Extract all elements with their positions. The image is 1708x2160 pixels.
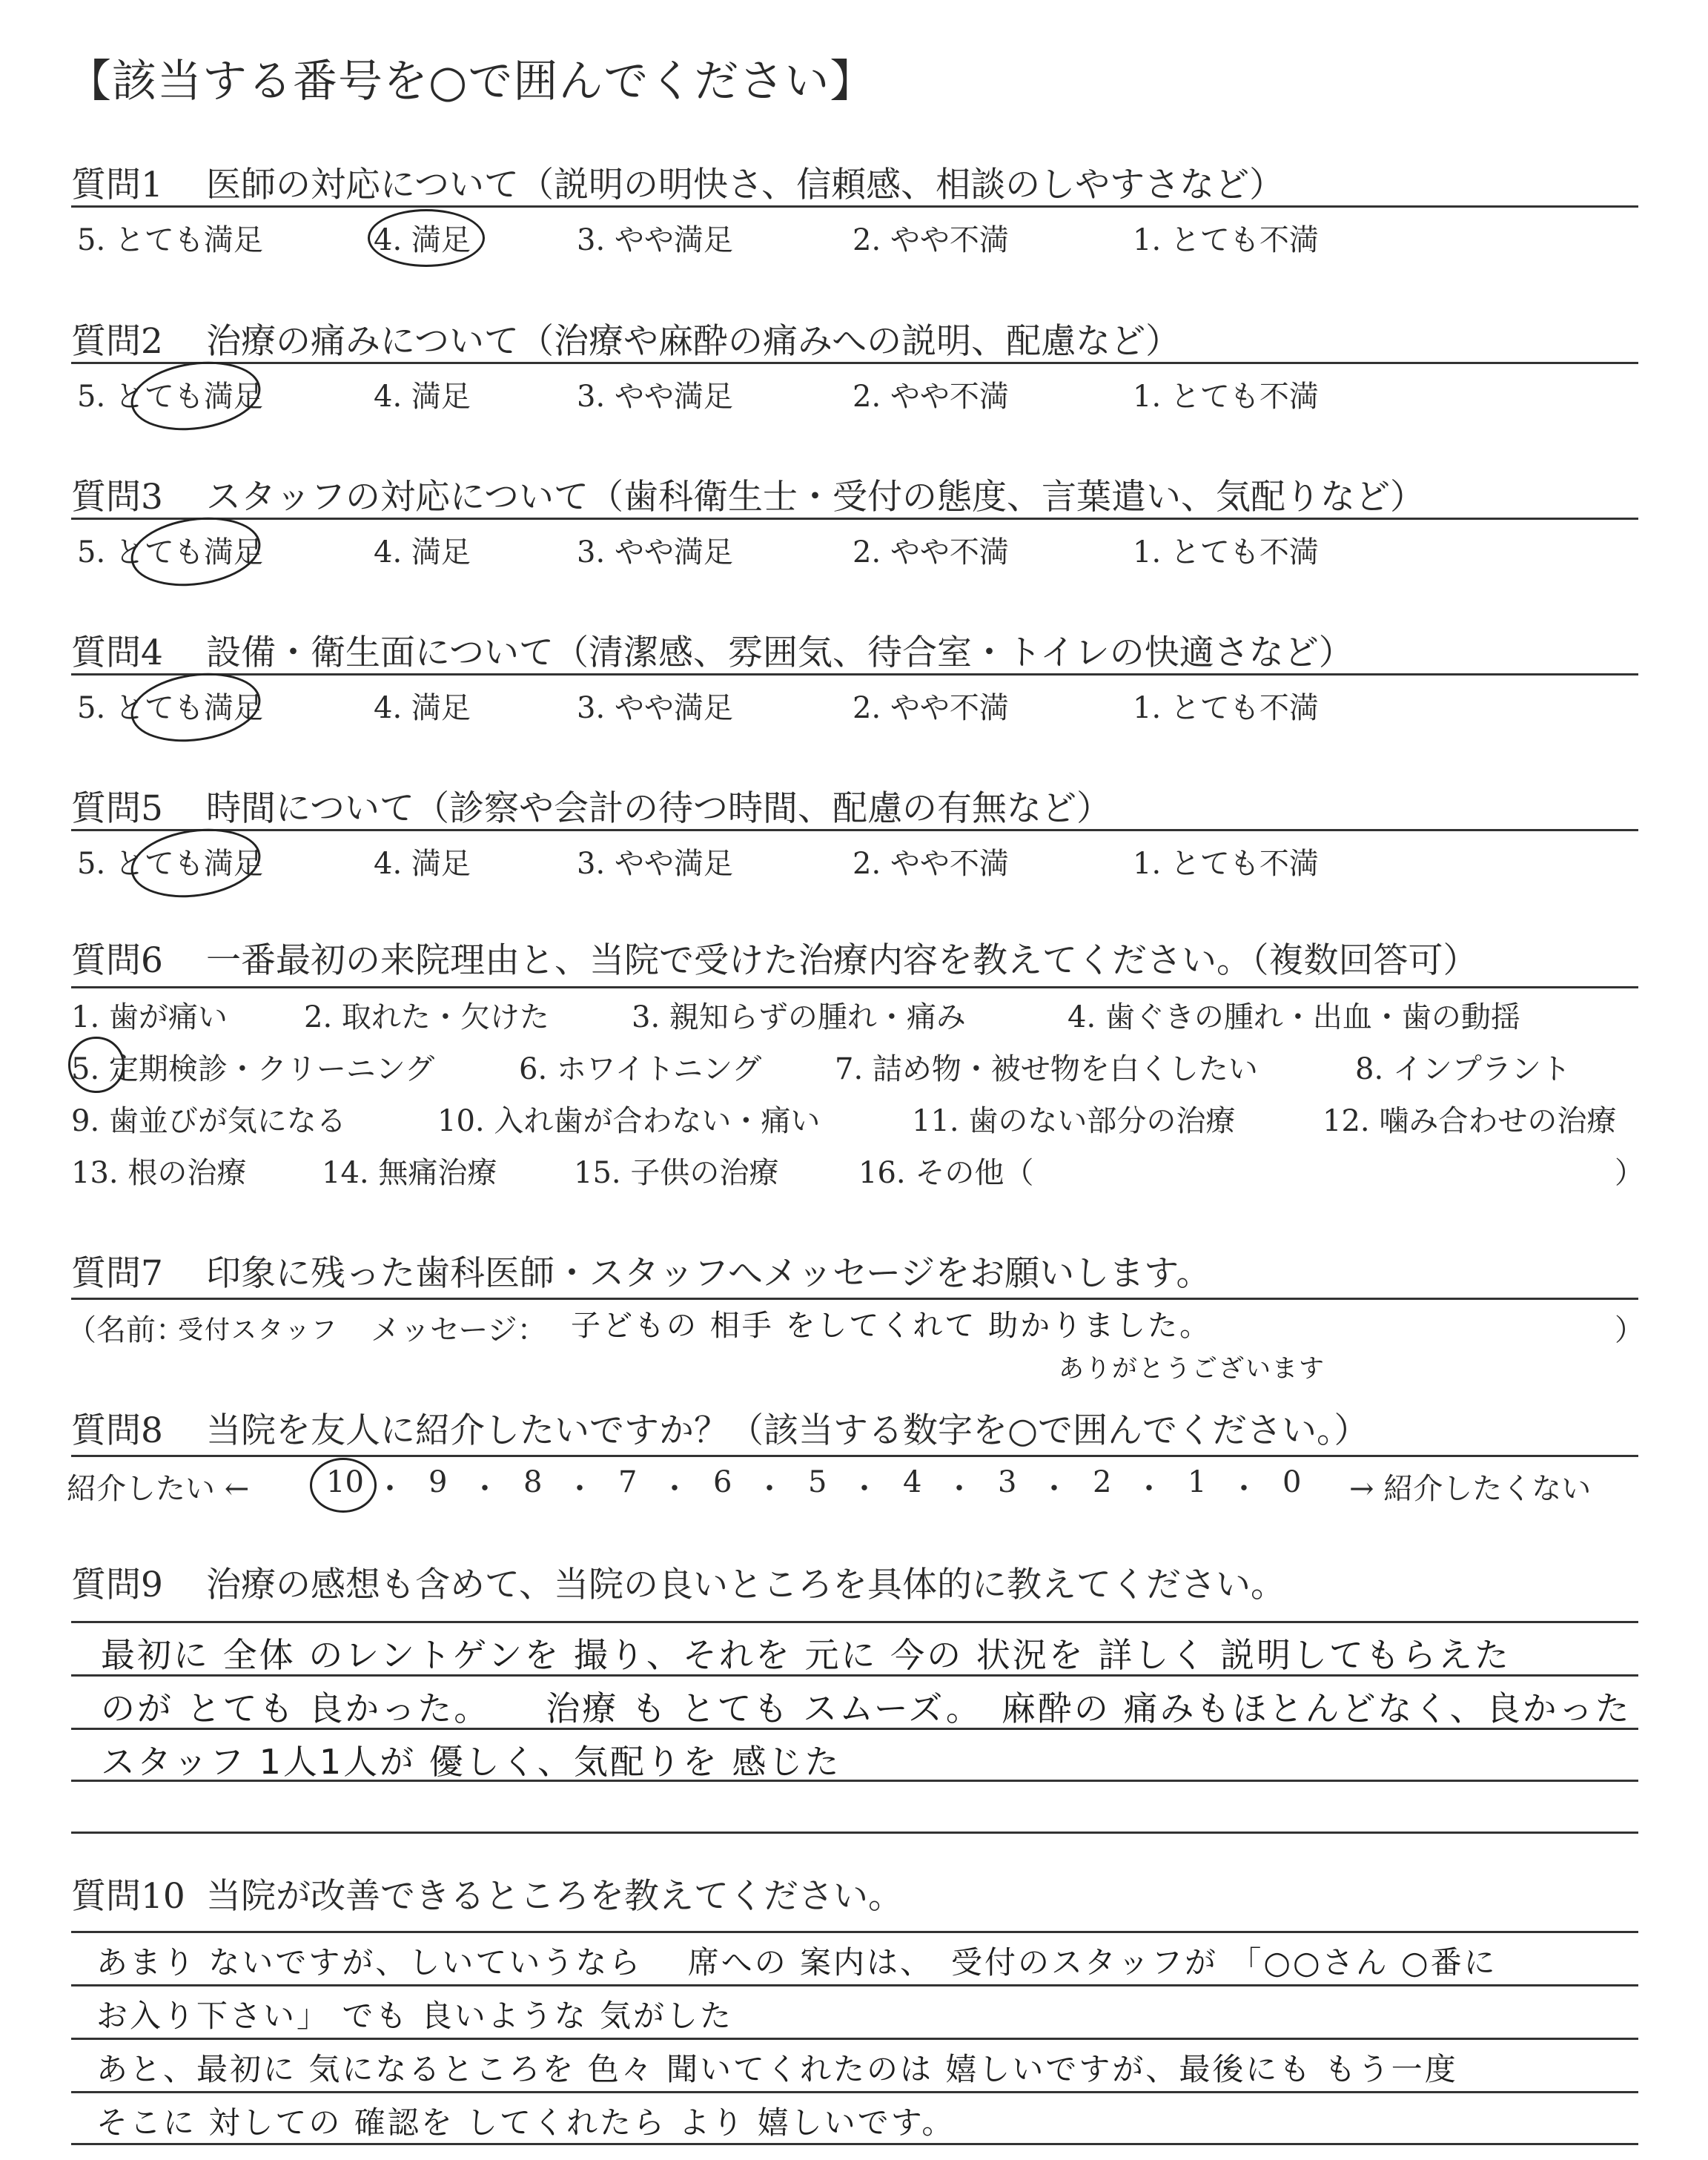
handwritten-line: そこに 対しての 確認を してくれたら より 嬉しいです。 [96, 2104, 956, 2141]
scale-separator: ・ [565, 1472, 595, 1506]
scale-separator: ・ [1134, 1472, 1164, 1506]
treatment-option: 4. 歯ぐきの腫れ・出血・歯の動揺 [1068, 1000, 1520, 1034]
scale-separator: ・ [944, 1472, 974, 1506]
treatment-option: 14. 無痛治療 [322, 1156, 497, 1190]
q8-text: 当院を友人に紹介したいですか？（該当する数字を○で囲んでください。） [206, 1410, 1369, 1451]
handwritten-line: あまり ないですが、しいていうなら 席への 案内は、 受付のスタッフが 「○○さん ○番に [96, 1944, 1497, 1981]
question-text: スタッフの対応について（歯科衛生士・受付の態度、言葉遣い、気配りなど） [206, 477, 1426, 518]
scale-value: 5 [808, 1465, 827, 1499]
answer-rule [71, 1832, 1638, 1834]
q10-number: 質問10 [71, 1876, 185, 1917]
question-rule [71, 673, 1638, 676]
q8-rule [71, 1455, 1638, 1457]
treatment-option: 15. 子供の治療 [574, 1156, 779, 1190]
treatment-option: 2. 取れた・欠けた [304, 1000, 549, 1034]
scale-value: 3 [998, 1465, 1017, 1499]
question-text: 設備・衛生面について（清潔感、雰囲気、待合室・トイレの快適さなど） [206, 633, 1354, 673]
question-number: 質問3 [71, 477, 163, 518]
rating-option: 1. とても不満 [1133, 380, 1319, 414]
rating-option: 5. とても満足 [77, 380, 263, 414]
q8-number: 質問8 [71, 1410, 163, 1451]
scale-separator: ・ [850, 1472, 879, 1506]
rating-option: 5. とても満足 [77, 847, 263, 881]
treatment-option: 3. 親知らずの腫れ・痛み [632, 1000, 966, 1034]
handwritten-line: のが とても 良かった。 治療 も とても スムーズ。 麻酔の 痛みもほとんどなく、良かった [101, 1688, 1632, 1728]
q6-number: 質問6 [71, 940, 163, 981]
q7-message-label: メッセージ： [371, 1313, 547, 1347]
answer-rule [71, 2091, 1638, 2093]
treatment-option: 7. 詰め物・被せ物を白くしたい [835, 1052, 1258, 1086]
question-number: 質問2 [71, 321, 163, 362]
scale-separator: ・ [470, 1472, 500, 1506]
handwritten-line: あと、最初に 気になるところを 色々 聞いてくれたのは 嬉しいですが、最後にも もう一度 [96, 2051, 1458, 2087]
question-rule [71, 829, 1638, 831]
q6-selection-circle [68, 1037, 125, 1093]
answer-rule [71, 2143, 1638, 2145]
treatment-option: 11. 歯のない部分の治療 [912, 1104, 1236, 1138]
handwritten-line: スタッフ 1人1人が 優しく、気配りを 感じた [101, 1742, 841, 1782]
rating-option: 4. 満足 [374, 223, 471, 257]
question-text: 医師の対応について（説明の明快さ、信頼感、相談のしやすさなど） [206, 165, 1285, 205]
scale-separator: ・ [660, 1472, 689, 1506]
treatment-option: 13. 根の治療 [71, 1156, 247, 1190]
q6-rule [71, 986, 1638, 988]
rating-option: 4. 満足 [374, 847, 471, 881]
scale-value: 0 [1282, 1465, 1302, 1499]
rating-option: 3. やや満足 [577, 535, 733, 569]
treatment-option: 8. インプラント [1355, 1052, 1571, 1086]
q8-selection-circle [310, 1458, 377, 1513]
treatment-option: 6. ホワイトニング [519, 1052, 762, 1086]
scale-value: 1 [1188, 1465, 1207, 1499]
rating-option: 4. 満足 [374, 380, 471, 414]
rating-option: 2. やや不満 [853, 535, 1009, 569]
treatment-option: 10. 入れ歯が合わない・痛い [437, 1104, 821, 1138]
handwritten-line: 最初に 全体 のレントゲンを 撮り、それを 元に 今の 状況を 詳しく 説明してもらえた [101, 1635, 1511, 1675]
treatment-option: 5. 定期検診・クリーニング [71, 1052, 435, 1086]
answer-rule [71, 2038, 1638, 2040]
q7-message-line2: ありがとうございます [1059, 1354, 1325, 1384]
rating-option: 1. とても不満 [1133, 535, 1319, 569]
q7-name-value: 受付スタッフ [178, 1315, 338, 1345]
question-rule [71, 362, 1638, 364]
treatment-option: 12. 噛み合わせの治療 [1323, 1104, 1617, 1138]
rating-option: 2. やや不満 [853, 223, 1009, 257]
scale-value: 9 [428, 1465, 448, 1499]
question-number: 質問5 [71, 788, 163, 829]
scale-value: 7 [618, 1465, 638, 1499]
q8-right-label: → 紹介したくない [1349, 1472, 1592, 1506]
rating-option: 3. やや満足 [577, 380, 733, 414]
scale-separator: ・ [1039, 1472, 1069, 1506]
q6-close-paren: ） [1615, 1156, 1644, 1190]
selection-circle [127, 821, 265, 905]
page-title: 【該当する番号を○で囲んでください】 [67, 56, 875, 108]
answer-rule [71, 1931, 1638, 1933]
rating-option: 3. やや満足 [577, 223, 733, 257]
question-number: 質問4 [71, 633, 163, 673]
rating-option: 4. 満足 [374, 691, 471, 725]
rating-option: 5. とても満足 [77, 223, 263, 257]
rating-option: 1. とても不満 [1133, 691, 1319, 725]
treatment-option: 1. 歯が痛い [71, 1000, 228, 1034]
rating-option: 1. とても不満 [1133, 847, 1319, 881]
rating-option: 2. やや不満 [853, 691, 1009, 725]
rating-option: 3. やや満足 [577, 691, 733, 725]
selection-circle [127, 665, 265, 750]
rating-option: 4. 満足 [374, 535, 471, 569]
q7-rule [71, 1298, 1638, 1300]
selection-circle [368, 209, 485, 267]
treatment-option: 16. その他（ [858, 1156, 1034, 1190]
question-rule [71, 518, 1638, 520]
q9-number: 質問9 [71, 1565, 163, 1605]
question-rule [71, 205, 1638, 208]
rating-option: 1. とても不満 [1133, 223, 1319, 257]
scale-separator: ・ [755, 1472, 784, 1506]
q7-number: 質問7 [71, 1253, 163, 1294]
scale-value: 8 [523, 1465, 543, 1499]
scale-value: 4 [903, 1465, 922, 1499]
q8-left-label: 紹介したい ← [67, 1472, 250, 1506]
q7-close-paren: ） [1615, 1313, 1644, 1347]
q10-text: 当院が改善できるところを教えてください。 [206, 1876, 903, 1917]
question-number: 質問1 [71, 165, 163, 205]
treatment-option: 9. 歯並びが気になる [71, 1104, 346, 1138]
selection-circle [127, 354, 265, 438]
rating-option: 3. やや満足 [577, 847, 733, 881]
question-text: 治療の痛みについて（治療や麻酔の痛みへの説明、配慮など） [206, 321, 1181, 362]
question-text: 時間について（診察や会計の待つ時間、配慮の有無など） [206, 788, 1112, 829]
q6-text: 一番最初の来院理由と、当院で受けた治療内容を教えてください。（複数回答可） [206, 940, 1478, 981]
q7-name-label: （名前： [67, 1313, 185, 1347]
rating-option: 2. やや不満 [853, 380, 1009, 414]
answer-rule [71, 1621, 1638, 1623]
rating-option: 5. とても満足 [77, 691, 263, 725]
rating-option: 5. とても満足 [77, 535, 263, 569]
handwritten-line: お入り下さい」 でも 良いような 気がした [96, 1998, 734, 2034]
answer-rule [71, 1984, 1638, 1986]
scale-separator: ・ [1229, 1472, 1259, 1506]
rating-option: 2. やや不満 [853, 847, 1009, 881]
q7-text: 印象に残った歯科医師・スタッフへメッセージをお願いします。 [206, 1253, 1211, 1294]
scale-value: 2 [1093, 1465, 1112, 1499]
scale-value: 10 [326, 1465, 364, 1499]
q9-text: 治療の感想も含めて、当院の良いところを具体的に教えてください。 [206, 1565, 1286, 1605]
scale-value: 6 [713, 1465, 732, 1499]
scale-separator: ・ [375, 1472, 405, 1506]
q7-message-line1: 子どもの 相手 をしてくれて 助かりました。 [571, 1309, 1212, 1343]
selection-circle [127, 509, 265, 594]
